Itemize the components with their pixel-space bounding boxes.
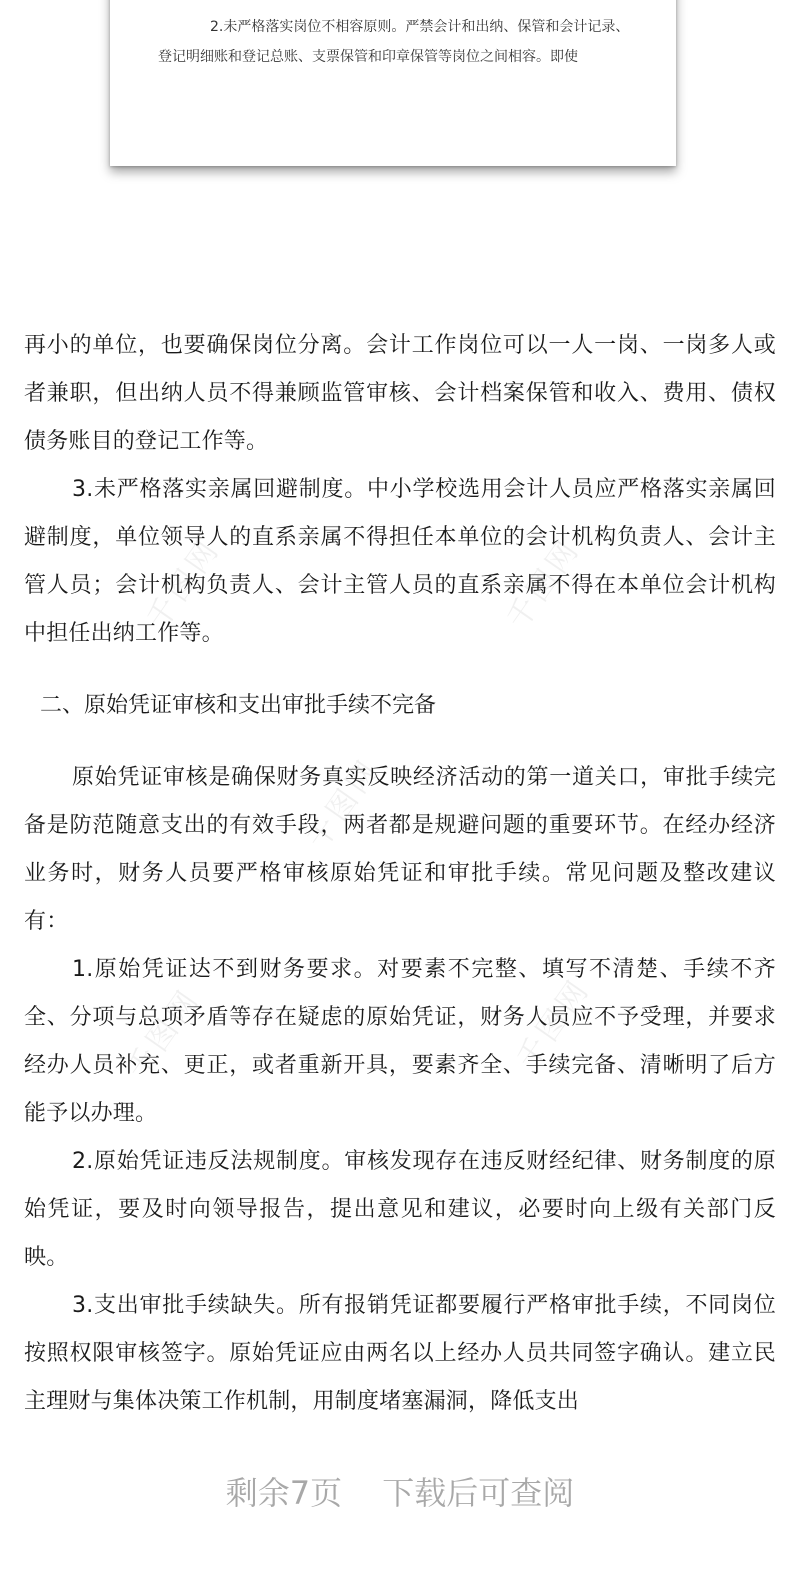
document-body [24, 322, 776, 1426]
watermark: 千图网 [120, 982, 208, 1086]
read-more-bar[interactable] [0, 1468, 800, 1514]
paragraph: 再小的单位，也要确保岗位分离。会计工作岗位可以一人一岗、一岗多人或者兼职，但出纳人员不得兼顾监管审核、会计档案保管和收入、费用、债权债务账目的登记工作等。 [24, 333, 776, 454]
preview-page-card [110, 0, 676, 166]
preview-line-1: 2.未严格落实岗位不相容原则。严禁会计和出纳、保管和会计记录、 [210, 19, 630, 35]
paragraph: 原始凭证审核是确保财务真实反映经济活动的第一道关口，审批手续完备是防范随意支出的有效手段，两者都是规避问题的重要环节。在经办经济业务时，财务人员要严格审核原始凭证和审批手续。常见问题及整改建议有： [24, 765, 776, 934]
watermark: 千图网 [510, 972, 598, 1076]
watermark: 千图网 [500, 532, 588, 636]
section-heading: 二、原始凭证审核和支出审批手续不完备 [40, 693, 437, 718]
paragraph: 3.支出审批手续缺失。所有报销凭证都要履行严格审批手续，不同岗位按照权限审核签字。原始凭证应由两名以上经办人员共同签字确认。建立民主理财与集体决策工作机制，用制度堵塞漏洞，降低支出 [24, 1293, 776, 1414]
preview-line-2: 登记明细账和登记总账、支票保管和印章保管等岗位之间相容。即使 [158, 49, 578, 65]
paragraph: 3.未严格落实亲属回避制度。中小学校选用会计人员应严格落实亲属回避制度，单位领导人的直系亲属不得担任本单位的会计机构负责人、会计主管人员；会计机构负责人、会计主管人员的直系亲属不得在本单位会计机构中担任出纳工作等。 [24, 477, 776, 646]
download-to-view-label[interactable]: 下载后可查阅 [382, 1474, 575, 1512]
watermark: 千图网 [300, 752, 388, 856]
remaining-pages-label: 剩余7页 [225, 1474, 343, 1512]
watermark: 千图网 [140, 532, 228, 636]
paragraph: 2.原始凭证违反法规制度。审核发现存在违反财经纪律、财务制度的原始凭证，要及时向领导报告，提出意见和建议，必要时向上级有关部门反映。 [24, 1149, 776, 1270]
paragraph: 1.原始凭证达不到财务要求。对要素不完整、填写不清楚、手续不齐全、分项与总项矛盾等存在疑虑的原始凭证，财务人员应不予受理，并要求经办人员补充、更正，或者重新开具，要素齐全、手续完备、清晰明了后方能予以办理。 [24, 957, 776, 1126]
